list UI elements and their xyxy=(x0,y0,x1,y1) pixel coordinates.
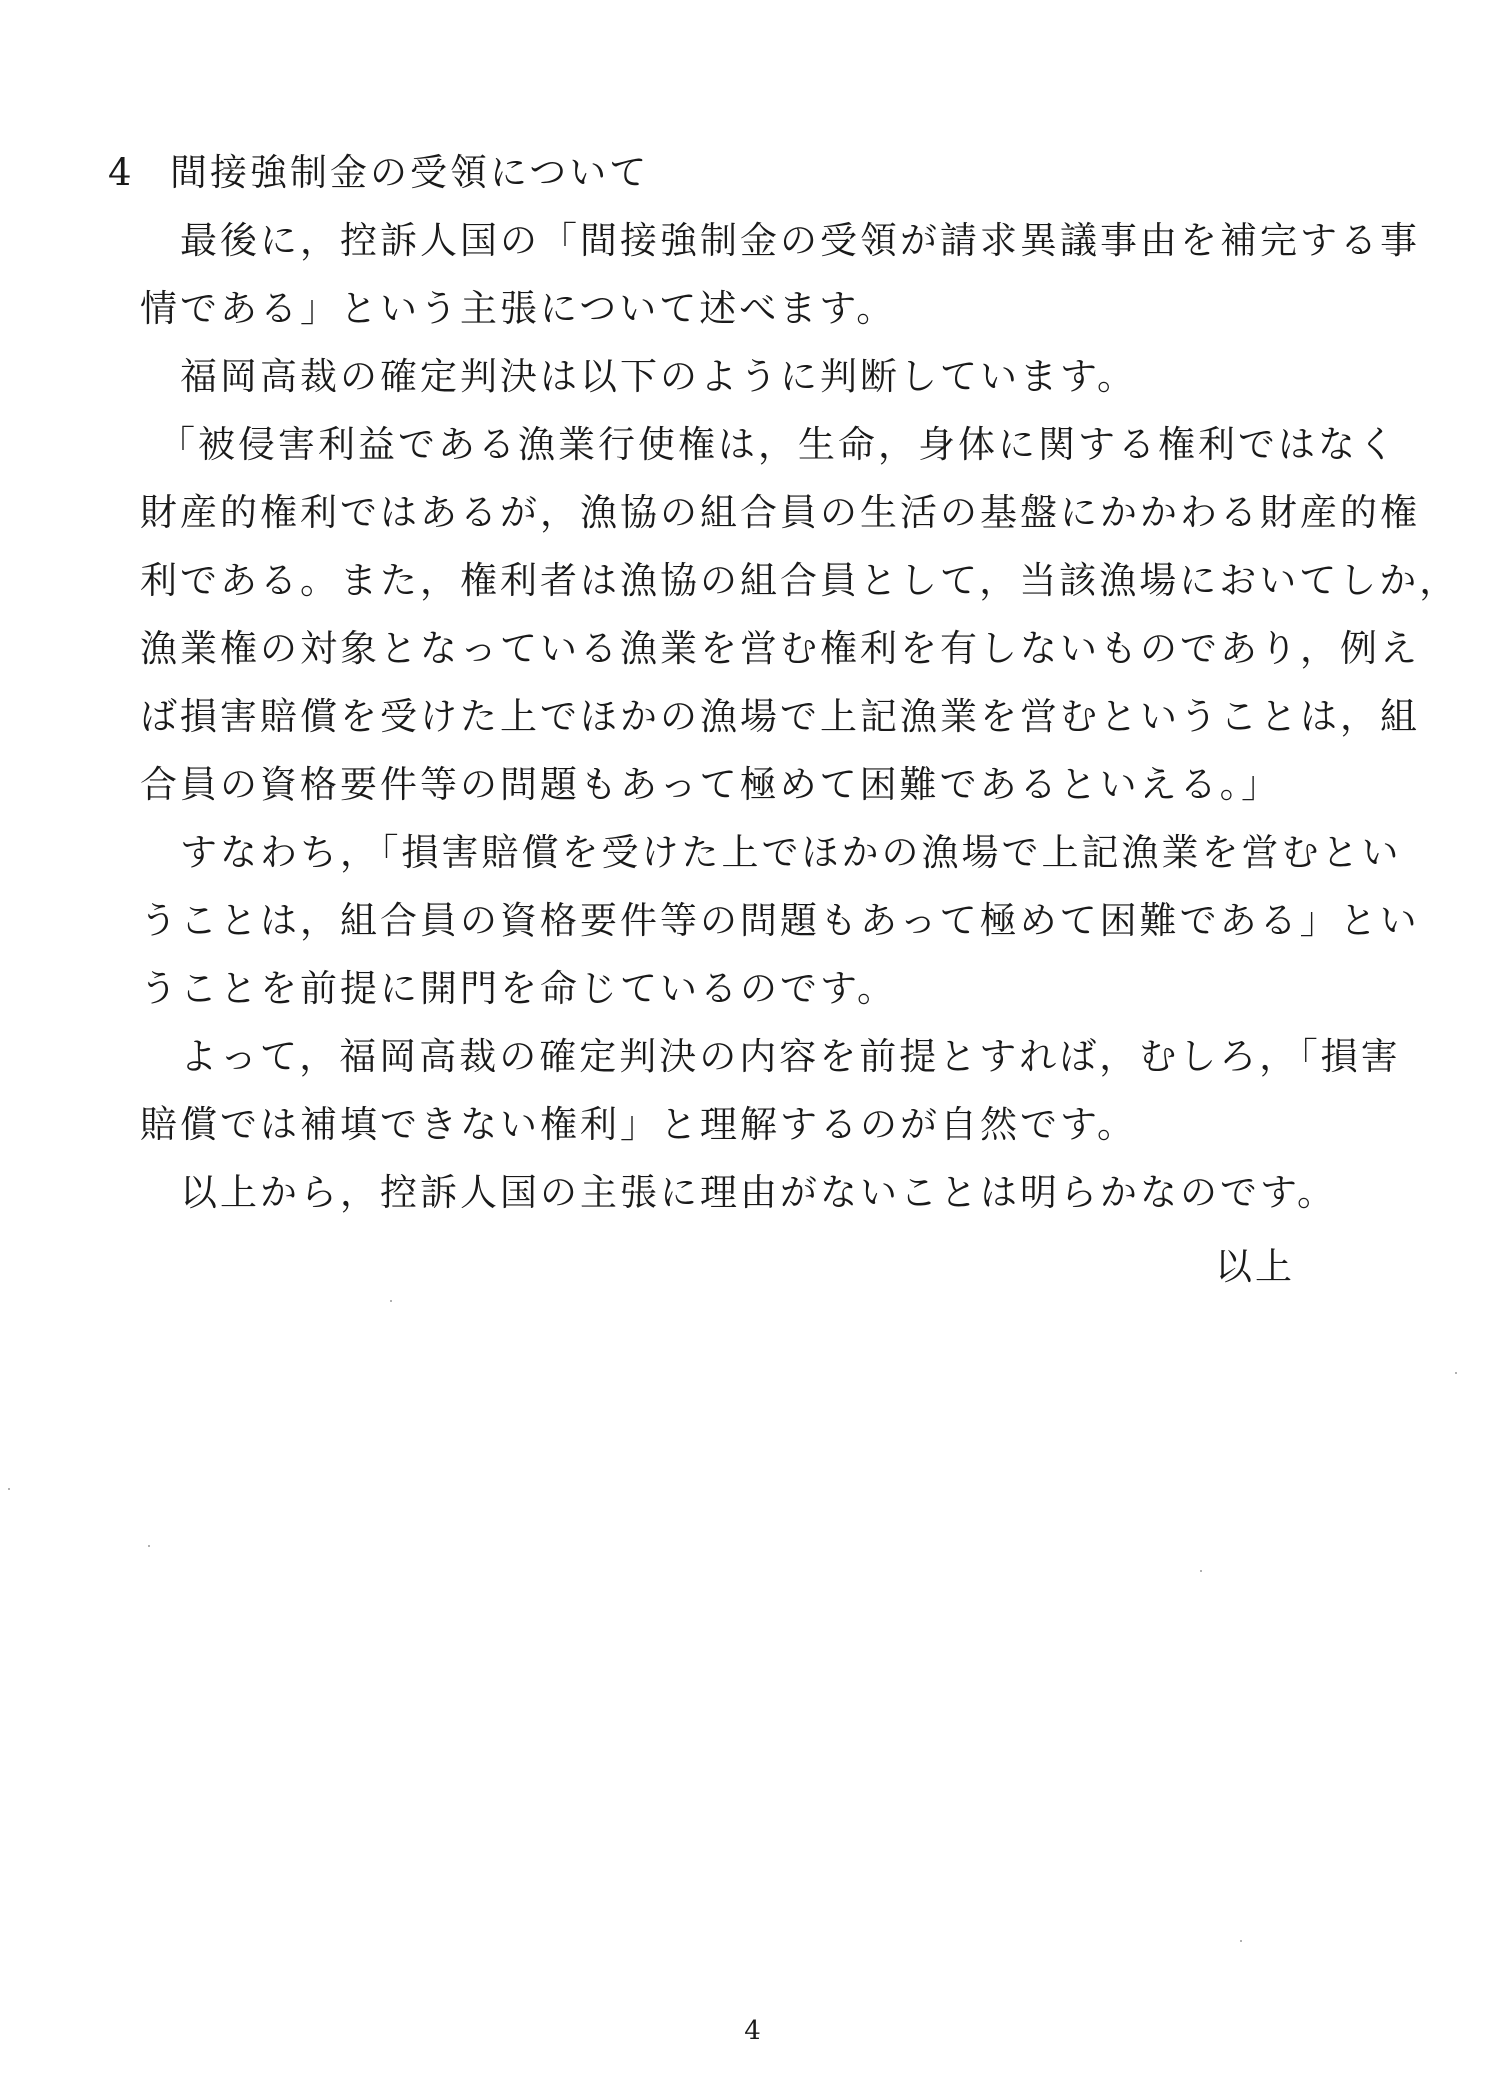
page-number: 4 xyxy=(744,2016,761,2046)
paragraph-line: 最後に，控訴人国の「間接強制金の受領が請求異議事由を補完する事 xyxy=(180,219,1420,262)
paragraph-line: うことを前提に開門を命じているのです。 xyxy=(140,967,898,1010)
quote-line: ば損害賠償を受けた上でほかの漁場で上記漁業を営むということは，組 xyxy=(140,695,1420,738)
quote-line: 漁業権の対象となっている漁業を営む権利を有しないものであり，例え xyxy=(140,627,1420,670)
quote-line: 「被侵害利益である漁業行使権は，生命，身体に関する権利ではなく xyxy=(158,423,1398,466)
section-heading xyxy=(108,151,650,194)
paragraph-line: すなわち，「損害賠償を受けた上でほかの漁場で上記漁業を営むとい xyxy=(180,831,1402,874)
quote-line: 利である。また，権利者は漁協の組合員として，当該漁場においてしか， xyxy=(140,559,1460,602)
section-title: 間接強制金の受領について xyxy=(170,151,650,194)
paragraph-line: よって，福岡高裁の確定判決の内容を前提とすれば，むしろ，「損害 xyxy=(180,1035,1401,1078)
quote-line: 財産的権利ではあるが，漁協の組合員の生活の基盤にかかわる財産的権 xyxy=(140,491,1420,534)
scan-speck xyxy=(1200,1570,1202,1572)
scan-speck xyxy=(1240,1940,1242,1942)
scan-speck xyxy=(1455,1372,1457,1374)
paragraph-line: 賠償では補填できない権利」と理解するのが自然です。 xyxy=(140,1103,1138,1146)
quote-line: 合員の資格要件等の問題もあって極めて困難であるといえる。」 xyxy=(140,763,1282,806)
scan-speck xyxy=(8,1488,10,1490)
paragraph-line: 情である」という主張について述べます。 xyxy=(140,287,897,330)
paragraph-line: うことは，組合員の資格要件等の問題もあって極めて困難である」とい xyxy=(140,899,1420,942)
scan-speck xyxy=(390,1300,392,1302)
closing-mark: 以上 xyxy=(1215,1245,1295,1288)
paragraph-line: 以上から，控訴人国の主張に理由がないことは明らかなのです。 xyxy=(180,1171,1338,1214)
section-number: 4 xyxy=(108,151,135,194)
paragraph-line: 福岡高裁の確定判決は以下のように判断しています。 xyxy=(180,355,1138,398)
scan-speck xyxy=(148,1545,150,1547)
